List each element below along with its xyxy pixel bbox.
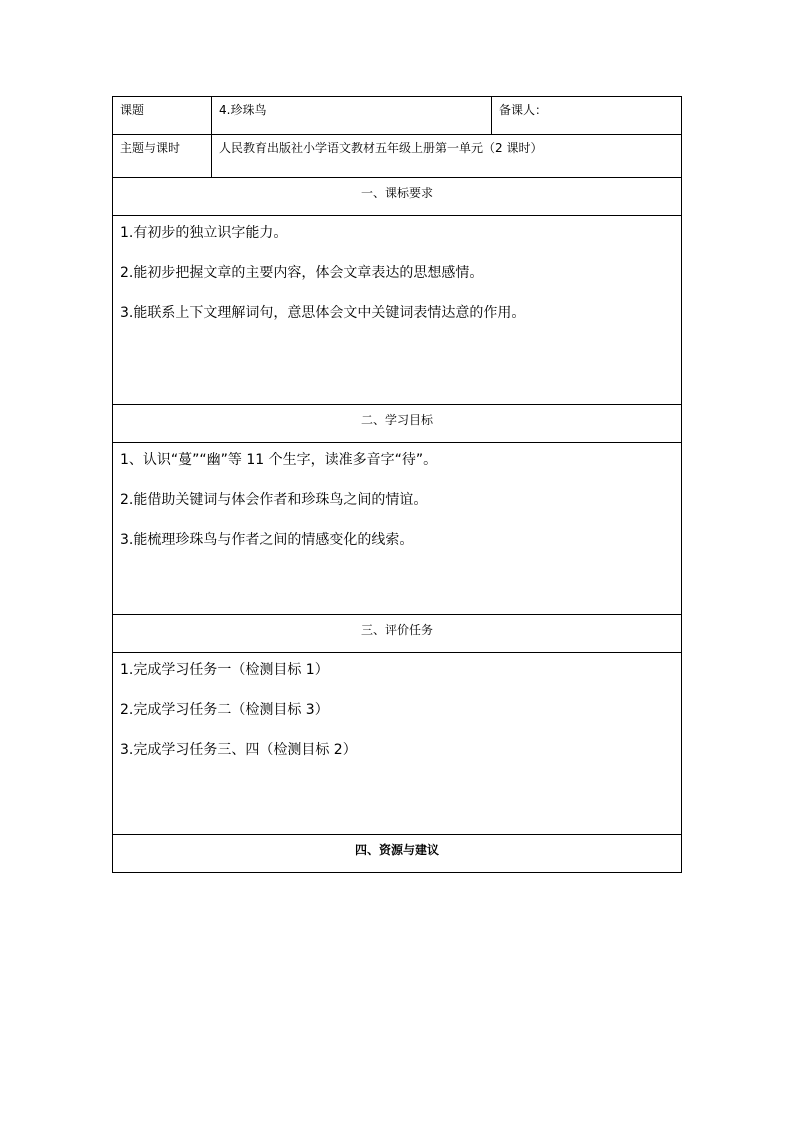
section-1-header bbox=[113, 178, 682, 216]
section-3-header-row bbox=[113, 615, 682, 653]
section-4-header-row bbox=[113, 835, 682, 873]
topic-label: 课题 bbox=[120, 103, 145, 117]
section-1-body bbox=[113, 216, 682, 405]
preparer-cell bbox=[492, 97, 682, 135]
lesson-plan-table bbox=[112, 96, 682, 873]
section-1-header-row bbox=[113, 178, 682, 216]
list-item: 1.有初步的独立识字能力。 bbox=[120, 225, 288, 241]
section-2-header bbox=[113, 405, 682, 443]
list-item: 2.能初步把握文章的主要内容，体会文章表达的思想感情。 bbox=[120, 265, 484, 281]
list-item: 2.能借助关键词与体会作者和珍珠鸟之间的情谊。 bbox=[120, 492, 428, 508]
list-item: 3.能梳理珍珠鸟与作者之间的情感变化的线索。 bbox=[120, 532, 414, 548]
list-item: 2.完成学习任务二（检测目标 3） bbox=[120, 702, 329, 718]
section-4-header bbox=[113, 835, 682, 873]
list-item: 3.完成学习任务三、四（检测目标 2） bbox=[120, 742, 357, 758]
theme-value-cell bbox=[212, 135, 682, 178]
topic-value: 4.珍珠鸟 bbox=[219, 103, 267, 117]
section-title: 二、学习目标 bbox=[360, 413, 433, 427]
section-3-body bbox=[113, 653, 682, 835]
section-3-header bbox=[113, 615, 682, 653]
theme-value: 人民教育出版社小学语文教材五年级上册第一单元（2 课时） bbox=[219, 141, 543, 155]
section-2-body bbox=[113, 443, 682, 615]
topic-row bbox=[113, 97, 682, 135]
section-1-body-row bbox=[113, 216, 682, 405]
section-title: 一、课标要求 bbox=[360, 186, 433, 200]
section-2-body-row bbox=[113, 443, 682, 615]
list-item: 3.能联系上下文理解词句，意思体会文中关键词表情达意的作用。 bbox=[120, 305, 526, 321]
section-2-header-row bbox=[113, 405, 682, 443]
preparer-label: 备课人： bbox=[499, 103, 548, 117]
list-item: 1、认识“蔓”“幽”等 11 个生字，读准多音字“待”。 bbox=[120, 452, 438, 468]
section-title: 三、评价任务 bbox=[360, 623, 433, 637]
theme-label: 主题与课时 bbox=[120, 141, 181, 155]
theme-label-cell bbox=[113, 135, 212, 178]
theme-row bbox=[113, 135, 682, 178]
topic-value-cell bbox=[212, 97, 492, 135]
section-title: 四、资源与建议 bbox=[354, 843, 439, 857]
list-item: 1.完成学习任务一（检测目标 1） bbox=[120, 662, 329, 678]
topic-label-cell bbox=[113, 97, 212, 135]
section-3-body-row bbox=[113, 653, 682, 835]
